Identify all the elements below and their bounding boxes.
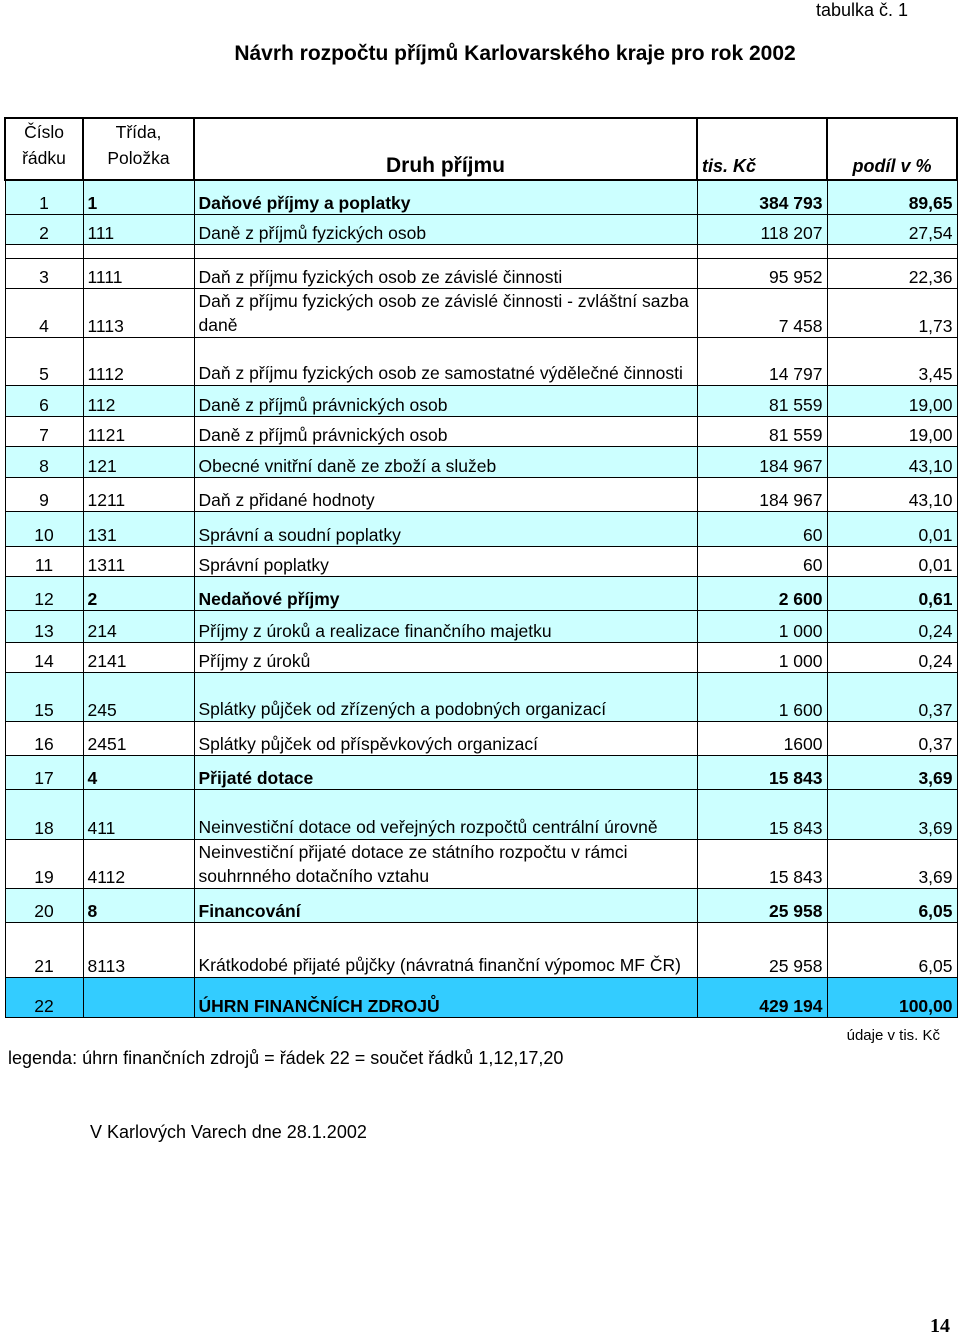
table-row: 1 1 Daňové příjmy a poplatky 384 793 89,65 [5, 180, 957, 214]
table-row: 8 121 Obecné vnitřní daně ze zboží a služeb 184 967 43,10 [5, 446, 957, 477]
table-row: 13 214 Příjmy z úroků a realizace finančního majetku 1 000 0,24 [5, 610, 957, 642]
header-class-item: Třída, Položka [83, 118, 194, 180]
table-row: 21 8113 Krátkodobé přijaté půjčky (návratná finanční výpomoc MF ČR) 25 958 6,05 [5, 922, 957, 977]
header-share: podíl v % [827, 118, 957, 180]
page-number: 14 [930, 1315, 950, 1337]
header-income-type: Druh příjmu [194, 118, 697, 180]
table-row: 2 111 Daně z příjmů fyzických osob 118 207 27,54 [5, 214, 957, 244]
table-row: 7 1121 Daně z příjmů právnických osob 81 559 19,00 [5, 416, 957, 446]
table-row: 10 131 Správní a soudní poplatky 60 0,01 [5, 511, 957, 546]
table-row: 16 2451 Splátky půjček od příspěvkových organizací 1600 0,37 [5, 721, 957, 755]
table-row: 17 4 Přijaté dotace 15 843 3,69 [5, 755, 957, 789]
table-row: 19 4112 Neinvestiční přijaté dotace ze státního rozpočtu v rámci souhrnného dotačního vztahu 15 843 3,69 [5, 839, 957, 888]
table-row: 14 2141 Příjmy z úroků 1 000 0,24 [5, 642, 957, 672]
table-row: 6 112 Daně z příjmů právnických osob 81 559 19,00 [5, 385, 957, 416]
total-row: 22 ÚHRN FINANČNÍCH ZDROJŮ 429 194 100,00 [5, 977, 957, 1017]
legend-text: legenda: úhrn finančních zdrojů = řádek 22 = součet řádků 1,12,17,20 [8, 1048, 564, 1068]
table-row: 12 2 Nedaňové příjmy 2 600 0,61 [5, 576, 957, 610]
document-title: Návrh rozpočtu příjmů Karlovarského kraje pro rok 2002 [234, 42, 796, 65]
table-row: 15 245 Splátky půjček od zřízených a podobných organizací 1 600 0,37 [5, 672, 957, 721]
header-row-number: Číslo řádku [5, 118, 83, 180]
table-row: 11 1311 Správní poplatky 60 0,01 [5, 546, 957, 576]
place-date: V Karlových Varech dne 28.1.2002 [90, 1122, 367, 1142]
unit-note: údaje v tis. Kč [846, 1027, 940, 1044]
header-amount: tis. Kč [697, 118, 827, 180]
spacer-row [5, 244, 957, 258]
table-row: 9 1211 Daň z přidané hodnoty 184 967 43,10 [5, 477, 957, 511]
table-row: 5 1112 Daň z příjmu fyzických osob ze samostatné výdělečné činnosti 14 797 3,45 [5, 337, 957, 385]
table-row: 3 1111 Daň z příjmu fyzických osob ze závislé činnosti 95 952 22,36 [5, 258, 957, 288]
table-row: 18 411 Neinvestiční dotace od veřejných rozpočtů centrální úrovně 15 843 3,69 [5, 789, 957, 839]
budget-table [4, 117, 958, 1018]
table-row: 20 8 Financování 25 958 6,05 [5, 888, 957, 922]
table-header-row [5, 118, 957, 180]
table-number-label: tabulka č. 1 [815, 0, 908, 20]
table-row: 4 1113 Daň z příjmu fyzických osob ze závislé činnosti - zvláštní sazba daně 7 458 1,73 [5, 288, 957, 337]
